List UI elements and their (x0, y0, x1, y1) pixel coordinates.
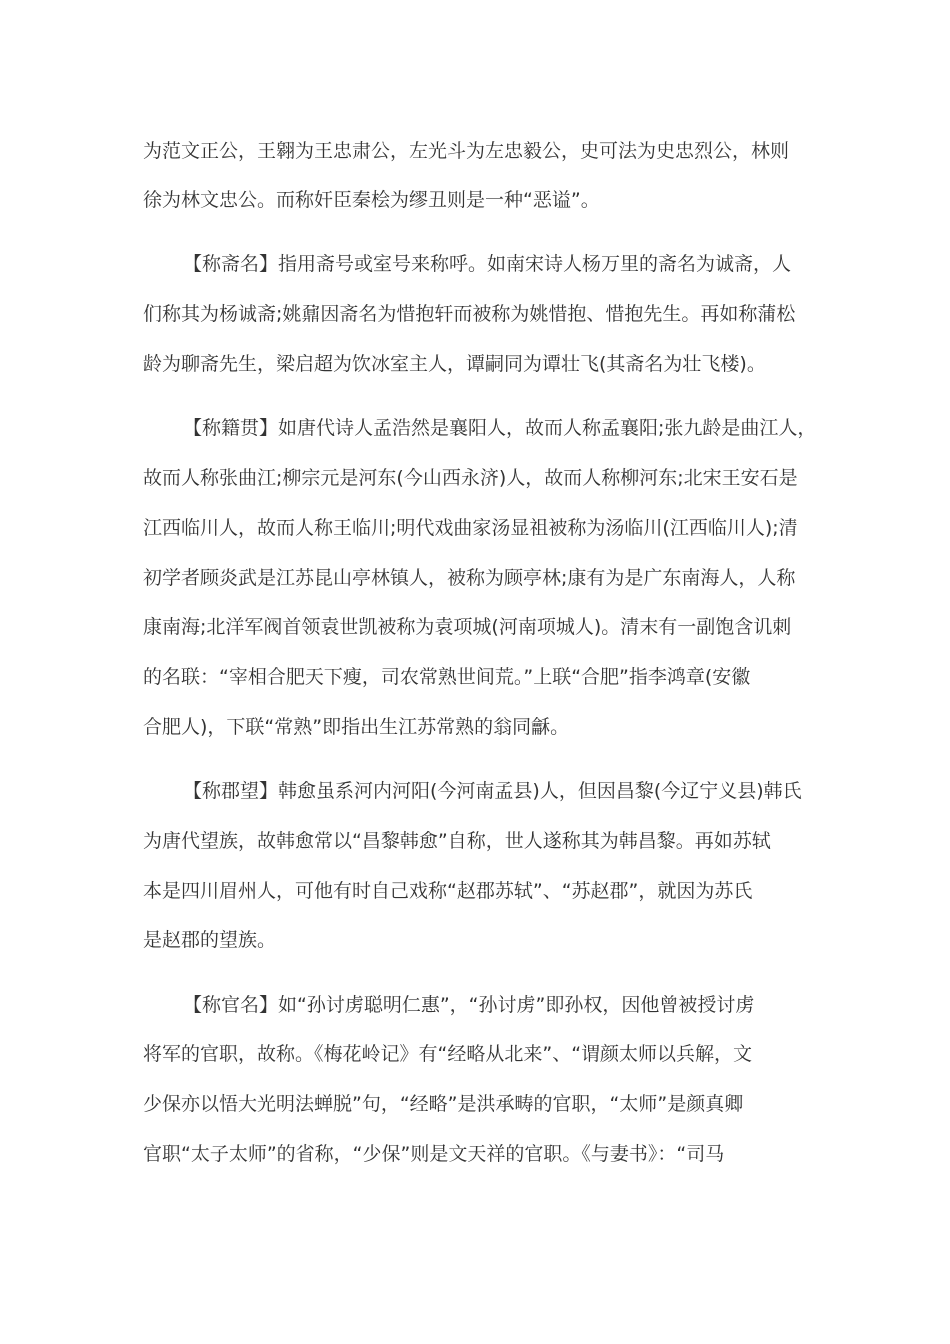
text-line: 将军的官职，故称。《梅花岭记》有“经略从北来”、“谓颜太师以兵解，文 (143, 1043, 753, 1065)
text-line: 合肥人)，下联“常熟”即指出生江苏常熟的翁同龢。 (143, 716, 570, 738)
text-line: 少保亦以悟大光明法蝉脱”句，“经略”是洪承畴的官职，“太师”是颜真卿 (143, 1093, 744, 1115)
paragraph-heading-line: 【称官名】如“孙讨虏聪明仁惠”，“孙讨虏”即孙权，因他曾被授讨虏 (183, 994, 755, 1016)
text-line: 康南海;北洋军阀首领袁世凯被称为袁项城(河南项城人)。清末有一副饱含讥刺 (143, 616, 792, 638)
text-line: 初学者顾炎武是江苏昆山亭林镇人，被称为顾亭林;康有为是广东南海人，人称 (143, 567, 796, 589)
text-line: 们称其为杨诚斋;姚鼐因斋名为惜抱轩而被称为姚惜抱、惜抱先生。再如称蒲松 (143, 303, 796, 325)
paragraph-heading-line: 【称籍贯】如唐代诗人孟浩然是襄阳人，故而人称孟襄阳;张九龄是曲江人， (183, 417, 817, 439)
text-line: 为唐代望族，故韩愈常以“昌黎韩愈”自称，世人遂称其为韩昌黎。再如苏轼 (143, 830, 771, 852)
text-line: 官职“太子太师”的省称，“少保”则是文天祥的官职。《与妻书》：“司马 (143, 1143, 725, 1165)
text-line: 的名联：“宰相合肥天下瘦，司农常熟世间荒。”上联“合肥”指李鸿章(安徽 (143, 666, 751, 688)
paragraph-heading-line: 【称斋名】指用斋号或室号来称呼。如南宋诗人杨万里的斋名为诚斋，人 (183, 253, 792, 275)
text-line: 是赵郡的望族。 (143, 929, 277, 951)
text-line: 江西临川人，故而人称王临川;明代戏曲家汤显祖被称为汤临川(江西临川人);清 (143, 517, 798, 539)
text-line: 龄为聊斋先生，梁启超为饮冰室主人，谭嗣同为谭壮飞(其斋名为壮飞楼)。 (143, 353, 766, 375)
text-line: 徐为林文忠公。而称奸臣秦桧为缪丑则是一种“恶谥”。 (143, 189, 600, 211)
paragraph-heading-line: 【称郡望】韩愈虽系河内河阳(今河南孟县)人，但因昌黎(今辽宁义县)韩氏 (183, 780, 802, 802)
text-line: 故而人称张曲江;柳宗元是河东(今山西永济)人，故而人称柳河东;北宋王安石是 (143, 467, 798, 489)
text-line: 本是四川眉州人，可他有时自己戏称“赵郡苏轼”、“苏赵郡”，就因为苏氏 (143, 880, 753, 902)
text-line: 为范文正公，王翱为王忠肃公，左光斗为左忠毅公，史可法为史忠烈公，林则 (143, 140, 790, 162)
